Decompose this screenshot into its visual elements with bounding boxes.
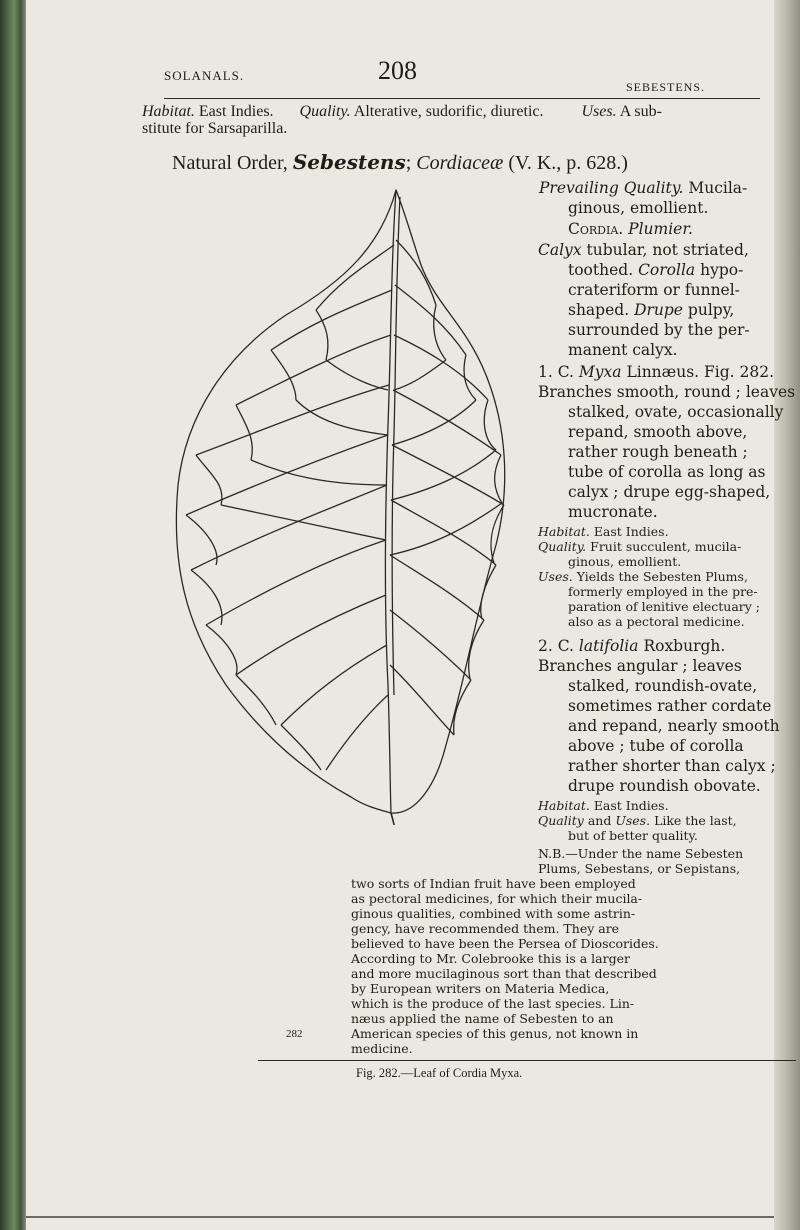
species-2-quality-uses: Quality and Uses. Like the last, xyxy=(538,813,737,828)
note-line: and more mucilaginous sort than that described xyxy=(351,966,657,981)
note-line: as pectoral medicines, for which their mucila- xyxy=(351,891,643,906)
order-reference: (V. K., p. 628.) xyxy=(508,152,628,174)
genus-heading xyxy=(568,219,693,239)
footer-rule xyxy=(258,1060,796,1061)
corolla-term: Corolla xyxy=(638,261,696,279)
note-line: According to Mr. Colebrooke this is a larger xyxy=(351,951,630,966)
uses-value: A sub- xyxy=(619,103,662,120)
note-line: which is the produce of the last species. Lin- xyxy=(351,996,635,1011)
species-1-habitat: Habitat. East Indies. xyxy=(538,524,669,539)
natural-order-prefix: Natural Order, xyxy=(172,152,288,174)
species-1-quality-cont: ginous, emollient. xyxy=(568,554,682,569)
note-line: N.B.—Under the name Sebesten xyxy=(538,846,744,861)
species-1-name: Myxa xyxy=(578,363,622,381)
page-bottom-edge xyxy=(26,1216,774,1218)
note-line: ginous qualities, combined with some astrin- xyxy=(351,906,636,921)
species-2-desc-line: sometimes rather cordate xyxy=(568,697,772,715)
quality-label: Quality. xyxy=(299,103,351,120)
species-2-heading: 2. C. latifolia Roxburgh. xyxy=(538,637,726,655)
genus-desc-line-6: manent calyx. xyxy=(568,341,678,359)
species-1-desc-line: tube of corolla as long as xyxy=(568,463,766,481)
species-1-heading: 1. C. Myxa Linnæus. Fig. 282. xyxy=(538,363,775,381)
species-1-quality: Quality. Fruit succulent, mucila- xyxy=(538,539,742,554)
book-binding-edge xyxy=(0,0,26,1230)
habitat-value: East Indies. xyxy=(198,103,274,120)
page-number: 208 xyxy=(378,56,417,85)
species-1-desc-line: Branches smooth, round ; leaves xyxy=(538,383,796,401)
quality-value: Alterative, sudorific, diuretic. xyxy=(353,103,544,120)
species-1-uses-cont: paration of lenitive electuary ; xyxy=(568,599,761,614)
prevailing-quality-label: Prevailing Quality. xyxy=(539,179,684,197)
prevailing-quality-line-2: ginous, emollient. xyxy=(568,199,709,217)
species-2-desc-line: Branches angular ; leaves xyxy=(538,657,742,675)
species-1-desc-line: calyx ; drupe egg-shaped, xyxy=(568,483,771,501)
prevailing-quality-line-1 xyxy=(539,178,747,198)
leaf-illustration xyxy=(166,185,536,825)
species-1-desc-line: mucronate. xyxy=(568,503,658,521)
order-latin: Cordiaceæ xyxy=(416,152,504,174)
genus-desc-line-1: Calyx tubular, not striated, xyxy=(538,241,749,259)
note-line: two sorts of Indian fruit have been employed xyxy=(351,876,636,891)
species-2-desc-line: above ; tube of corolla xyxy=(568,737,744,755)
intro-line-1 xyxy=(142,103,662,121)
species-1-uses-cont: formerly employed in the pre- xyxy=(568,584,758,599)
book-page xyxy=(26,0,796,1230)
genus-desc-line-4: shaped. Drupe pulpy, xyxy=(568,301,735,319)
calyx-term: Calyx xyxy=(538,241,582,259)
species-2-quality-uses-cont: but of better quality. xyxy=(568,828,698,843)
species-2-habitat: Habitat. East Indies. xyxy=(538,798,669,813)
species-2-desc-line: rather shorter than calyx ; xyxy=(568,757,776,775)
note-line: næus applied the name of Sebesten to an xyxy=(351,1011,614,1026)
note-line: medicine. xyxy=(351,1041,413,1056)
note-line: American species of this genus, not known in xyxy=(351,1026,639,1041)
species-1-uses-cont: also as a pectoral medicine. xyxy=(568,614,745,629)
note-line: gency, have recommended them. They are xyxy=(351,921,620,936)
genus-name: Cordia. xyxy=(568,220,624,238)
leaf-outline xyxy=(176,190,504,813)
species-1-desc-line: repand, smooth above, xyxy=(568,423,748,441)
order-blackletter: Sebestens xyxy=(292,150,406,174)
running-head-right: SEBESTENS. xyxy=(626,80,706,94)
drupe-term: Drupe xyxy=(634,301,683,319)
figure-caption: Fig. 282.—Leaf of Cordia Myxa. xyxy=(356,1066,523,1080)
prevailing-quality-value: Mucila- xyxy=(688,179,748,197)
species-1-desc-line: stalked, ovate, occasionally xyxy=(568,403,784,421)
natural-order-line: Natural Order, Sebestens; Cordiaceæ (V. K., p. 628.) xyxy=(172,150,628,174)
intro-line-2: stitute for Sarsaparilla. xyxy=(142,120,288,137)
note-line: Plums, Sebestans, or Sepistans, xyxy=(538,861,741,876)
species-2-desc-line: and repand, nearly smooth xyxy=(568,717,780,735)
note-line: by European writers on Materia Medica, xyxy=(351,981,610,996)
species-2-desc-line: stalked, roundish-ovate, xyxy=(568,677,758,695)
species-1-desc-line: rather rough beneath ; xyxy=(568,443,748,461)
header-rule xyxy=(164,98,760,99)
uses-label: Uses. xyxy=(581,103,617,120)
species-2-desc-line: drupe roundish obovate. xyxy=(568,777,761,795)
species-1-uses: Uses. Yields the Sebesten Plums, xyxy=(538,569,748,584)
figure-number: 282 xyxy=(286,1028,303,1040)
note-line: believed to have been the Persea of Dioscorides. xyxy=(351,936,659,951)
genus-desc-line-5: surrounded by the per- xyxy=(568,321,750,339)
genus-desc-line-3: crateriform or funnel- xyxy=(568,281,740,299)
genus-author: Plumier. xyxy=(628,220,693,238)
genus-desc-line-2: toothed. Corolla hypo- xyxy=(568,261,744,279)
habitat-label: Habitat. xyxy=(142,103,195,120)
leaf-petiole xyxy=(391,813,398,825)
running-head-left: SOLANALS. xyxy=(164,68,245,83)
species-2-name: latifolia xyxy=(578,637,639,655)
page-edge xyxy=(774,0,800,1230)
